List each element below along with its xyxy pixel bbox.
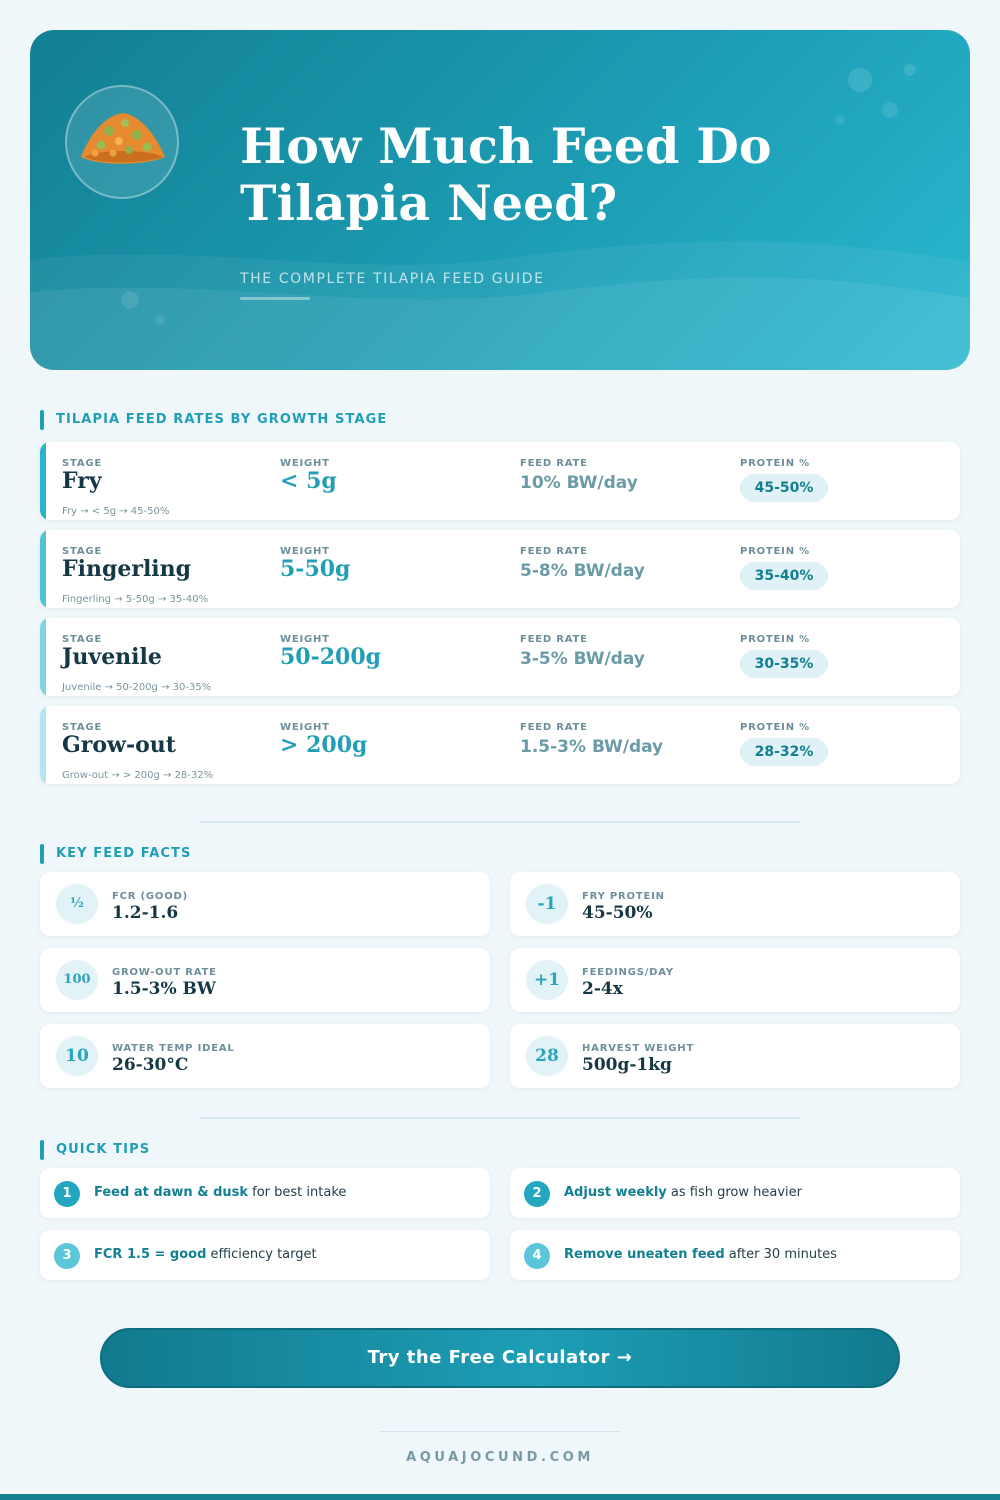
stage-weight: > 200g <box>280 732 368 758</box>
weight-column-label: WEIGHT <box>280 634 330 645</box>
tip-text <box>564 1185 802 1200</box>
stage-summary: Juvenile → 50-200g → 30-35% <box>62 682 212 693</box>
footer-site-name: AQUAJOCUND.COM <box>406 1450 594 1465</box>
fact-label: HARVEST WEIGHT <box>582 1043 695 1054</box>
tip-card <box>510 1168 960 1218</box>
fact-icon: 10 <box>56 1036 98 1076</box>
fact-card <box>40 1024 490 1088</box>
protein-column-label: PROTEIN % <box>740 722 810 733</box>
stage-feed-rate: 10% BW/day <box>520 473 638 493</box>
stage-weight: 5-50g <box>280 556 351 582</box>
stage-accent-bar <box>40 442 46 520</box>
protein-badge: 30-35% <box>740 650 828 678</box>
stage-summary: Grow-out → > 200g → 28-32% <box>62 770 214 781</box>
tip-detail: for best intake <box>248 1185 347 1200</box>
feed-rate-column-label: FEED RATE <box>520 546 588 557</box>
fact-label: FCR (GOOD) <box>112 891 189 902</box>
fact-label: WATER TEMP IDEAL <box>112 1043 235 1054</box>
fact-value: 500g-1kg <box>582 1055 672 1075</box>
fact-value: 1.2-1.6 <box>112 903 179 923</box>
stage-accent-bar <box>40 530 46 608</box>
weight-column-label: WEIGHT <box>280 722 330 733</box>
footer-divider <box>380 1431 620 1432</box>
fact-label: GROW-OUT RATE <box>112 967 217 978</box>
stage-feed-rate: 1.5-3% BW/day <box>520 737 664 757</box>
section-heading-quick-tips: QUICK TIPS <box>40 1140 150 1160</box>
tip-card <box>40 1168 490 1218</box>
page-title: How Much Feed Do Tilapia Need? <box>240 117 772 232</box>
stage-name: Grow-out <box>62 732 176 758</box>
fact-icon: 100 <box>56 960 98 1000</box>
stage-accent-bar <box>40 618 46 696</box>
weight-column-label: WEIGHT <box>280 546 330 557</box>
stage-accent-bar <box>40 706 46 784</box>
tip-number-badge: 2 <box>524 1181 550 1207</box>
protein-column-label: PROTEIN % <box>740 458 810 469</box>
stage-weight: 50-200g <box>280 644 382 670</box>
fact-icon: 28 <box>526 1036 568 1076</box>
tip-text <box>94 1185 346 1200</box>
fact-value: 45-50% <box>582 903 653 923</box>
weight-column-label: WEIGHT <box>280 458 330 469</box>
fact-card <box>40 872 490 936</box>
tip-text <box>564 1247 837 1262</box>
fact-icon: +1 <box>526 960 568 1000</box>
tip-emphasis: Adjust weekly <box>564 1185 667 1200</box>
tip-detail: efficiency target <box>206 1247 317 1262</box>
tip-detail: as fish grow heavier <box>666 1185 802 1200</box>
tip-emphasis: Remove uneaten feed <box>564 1247 725 1262</box>
stage-summary: Fry → < 5g → 45-50% <box>62 506 170 517</box>
stage-row <box>40 442 960 520</box>
fact-label: FRY PROTEIN <box>582 891 665 902</box>
stage-column-label: STAGE <box>62 458 103 469</box>
fact-card <box>510 948 960 1012</box>
free-calculator-button[interactable]: Try the Free Calculator → <box>100 1328 900 1388</box>
stage-column-label: STAGE <box>62 634 103 645</box>
feed-rate-column-label: FEED RATE <box>520 634 588 645</box>
subtitle-underline <box>240 297 310 300</box>
stage-feed-rate: 5-8% BW/day <box>520 561 645 581</box>
fact-label: FEEDINGS/DAY <box>582 967 674 978</box>
tip-emphasis: FCR 1.5 = good <box>94 1247 207 1262</box>
protein-badge: 28-32% <box>740 738 828 766</box>
tip-number-badge: 3 <box>54 1243 80 1269</box>
fact-icon: -1 <box>526 884 568 924</box>
feed-pellet-pile-icon <box>65 85 179 199</box>
section-divider <box>200 1117 800 1119</box>
tip-detail: after 30 minutes <box>724 1247 837 1262</box>
section-divider <box>200 821 800 823</box>
fact-card <box>510 872 960 936</box>
protein-badge: 45-50% <box>740 474 828 502</box>
tip-number-badge: 1 <box>54 1181 80 1207</box>
stage-name: Juvenile <box>62 644 162 670</box>
fact-value: 1.5-3% BW <box>112 979 216 999</box>
tip-emphasis: Feed at dawn & dusk <box>94 1185 249 1200</box>
stage-column-label: STAGE <box>62 722 103 733</box>
section-heading-key-facts: KEY FEED FACTS <box>40 844 191 864</box>
fact-value: 26-30°C <box>112 1055 189 1075</box>
stage-feed-rate: 3-5% BW/day <box>520 649 645 669</box>
tip-card <box>40 1230 490 1280</box>
stage-row <box>40 618 960 696</box>
fact-card <box>40 948 490 1012</box>
feed-rate-column-label: FEED RATE <box>520 458 588 469</box>
tip-number-badge: 4 <box>524 1243 550 1269</box>
stage-weight: < 5g <box>280 468 337 494</box>
tip-card <box>510 1230 960 1280</box>
stage-name: Fry <box>62 468 102 494</box>
fact-icon: ½ <box>56 884 98 924</box>
bottom-accent-bar <box>0 1494 1000 1500</box>
stage-summary: Fingerling → 5-50g → 35-40% <box>62 594 209 605</box>
stage-row <box>40 706 960 784</box>
stage-row <box>40 530 960 608</box>
protein-badge: 35-40% <box>740 562 828 590</box>
section-heading-feed-rates: TILAPIA FEED RATES BY GROWTH STAGE <box>40 410 387 430</box>
tip-text <box>94 1247 317 1262</box>
stage-column-label: STAGE <box>62 546 103 557</box>
feed-rate-column-label: FEED RATE <box>520 722 588 733</box>
hero-banner <box>30 30 970 370</box>
protein-column-label: PROTEIN % <box>740 546 810 557</box>
fact-value: 2-4x <box>582 979 623 999</box>
protein-column-label: PROTEIN % <box>740 634 810 645</box>
stage-name: Fingerling <box>62 556 192 582</box>
page-subtitle: THE COMPLETE TILAPIA FEED GUIDE <box>240 271 545 287</box>
fact-card <box>510 1024 960 1088</box>
